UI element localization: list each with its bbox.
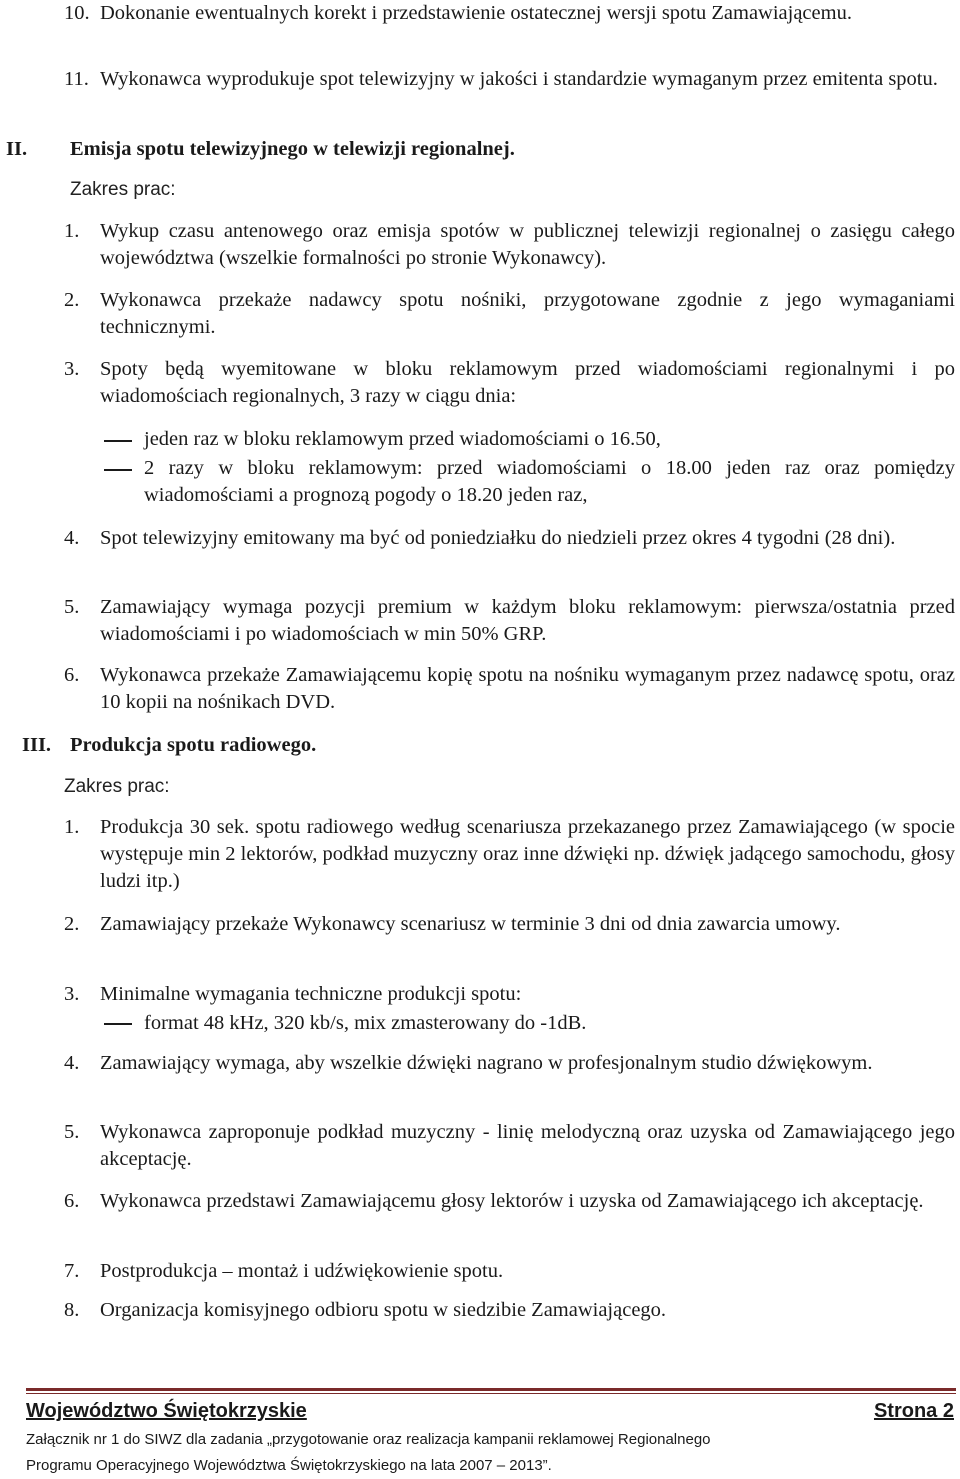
section-title: Produkcja spotu radiowego. [70, 734, 317, 756]
list-number: 8. [64, 1299, 80, 1321]
list-number: 2. [64, 913, 80, 935]
list-number: 1. [64, 816, 80, 838]
list-item-text: Zamawiający wymaga pozycji premium w każdym bloku reklamowym: pierwsza/ostatnia przed wiadomościami i po wiadomościach w min 50% GRP. [100, 596, 955, 645]
list-item-text: Wykonawca przekaże nadawcy spotu nośniki, przygotowane zgodnie z jego wymaganiami technicznymi. [100, 289, 955, 338]
list-number: 11. [64, 68, 89, 90]
list-number: 3. [64, 983, 80, 1005]
bullet-text: 2 razy w bloku reklamowym: przed wiadomościami o 18.00 jeden raz oraz pomiędzy wiadomościami a prognozą pogody o 18.20 jeden raz, [144, 457, 955, 506]
list-item-text: Organizacja komisyjnego odbioru spotu w siedzibie Zamawiającego. [100, 1299, 667, 1321]
list-number: 7. [64, 1260, 80, 1282]
list-item-text: Wykonawca przekaże Zamawiającemu kopię spotu na nośniku wymaganym przez nadawcę spotu, oraz 10 kopii na nośnikach DVD. [100, 664, 955, 713]
list-number: 4. [64, 1052, 80, 1074]
footer-region-name: Województwo Świętokrzyskie [26, 1400, 307, 1422]
list-item-text: Zamawiający przekaże Wykonawcy scenariusz w terminie 3 dni od dnia zawarcia umowy. [100, 913, 841, 935]
section-number: II. [6, 138, 28, 160]
list-item-text: Spoty będą wyemitowane w bloku reklamowym przed wiadomościami regionalnymi i po wiadomościach regionalnych, 3 razy w ciągu dnia: [100, 358, 955, 407]
footer-rule-thin [26, 1393, 956, 1394]
list-item-text: Dokonanie ewentualnych korekt i przedstawienie ostatecznej wersji spotu Zamawiającemu. [100, 2, 852, 24]
bullet-text: format 48 kHz, 320 kb/s, mix zmasterowany do -1dB. [144, 1012, 587, 1034]
list-number: 3. [64, 358, 80, 380]
section-number: III. [22, 734, 52, 756]
list-number: 10. [64, 2, 90, 24]
list-item-text: Postprodukcja – montaż i udźwiękowienie spotu. [100, 1260, 504, 1282]
list-number: 4. [64, 527, 80, 549]
footer-page-number: Strona 2 [873, 1400, 954, 1422]
scope-label: Zakres prac: [64, 776, 170, 797]
bullet-text: jeden raz w bloku reklamowym przed wiadomościami o 16.50, [144, 428, 661, 450]
list-number: 1. [64, 220, 80, 242]
list-item-text: Wykonawca wyprodukuje spot telewizyjny w jakości i standardzie wymaganym przez emitenta spotu. [100, 68, 938, 90]
footer-rule [26, 1388, 956, 1391]
list-number: 5. [64, 1121, 80, 1143]
list-item-text: Produkcja 30 sek. spotu radiowego według scenariusza przekazanego przez Zamawiającego (w spocie występuje min 2 lektorów, podkład muzyczny oraz inne dźwięki np. dźwięk jadącego samochodu, głosy ludzi itp.) [100, 816, 955, 892]
list-item-text: Zamawiający wymaga, aby wszelkie dźwięki nagrano w profesjonalnym studio dźwiękowym. [100, 1052, 873, 1074]
list-number: 2. [64, 289, 80, 311]
scope-label: Zakres prac: [70, 179, 176, 200]
dash-bullet [104, 469, 132, 471]
list-item-text: Wykup czasu antenowego oraz emisja spotów w publicznej telewizji regionalnej o zasięgu całego województwa (wszelkie formalności po stronie Wykonawcy). [100, 220, 955, 269]
list-item-text: Wykonawca zaproponuje podkład muzyczny - linię melodyczną oraz uzyska od Zamawiającego jego akceptację. [100, 1121, 955, 1170]
list-item-text: Wykonawca przedstawi Zamawiającemu głosy lektorów i uzyska od Zamawiającego ich akceptację. [100, 1190, 924, 1212]
dash-bullet [104, 440, 132, 442]
list-item-text: Spot telewizyjny emitowany ma być od poniedziałku do niedzieli przez okres 4 tygodni (28 dni). [100, 527, 896, 549]
list-item-text: Minimalne wymagania techniczne produkcji spotu: [100, 983, 522, 1005]
list-number: 5. [64, 596, 80, 618]
section-title: Emisja spotu telewizyjnego w telewizji regionalnej. [70, 138, 515, 160]
dash-bullet [104, 1023, 132, 1025]
list-number: 6. [64, 1190, 80, 1212]
list-number: 6. [64, 664, 80, 686]
footer-note-line: Programu Operacyjnego Województwa Świętokrzyskiego na lata 2007 – 2013”. [26, 1457, 552, 1474]
footer-note-line: Załącznik nr 1 do SIWZ dla zadania „przygotowanie oraz realizacja kampanii reklamowej Regionalnego [26, 1431, 711, 1448]
